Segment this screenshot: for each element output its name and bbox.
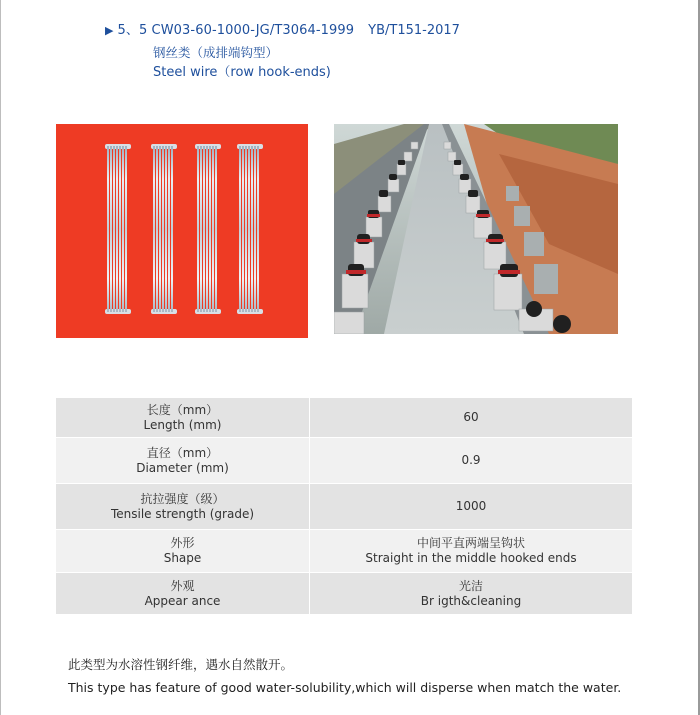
- spec-label: [56, 484, 310, 529]
- spec-value: [310, 484, 632, 529]
- spec-value-en: 60: [463, 410, 479, 424]
- spec-label: [56, 438, 310, 483]
- table-row: [56, 484, 632, 530]
- note-cn: 此类型为水溶性钢纤维，遇水自然散开。: [68, 657, 294, 672]
- product-title-cn: 钢丝类（成排端钩型）: [153, 45, 279, 60]
- table-row: [56, 438, 632, 484]
- spec-label-cn: 直径（mm）: [146, 445, 219, 460]
- spec-table: [56, 398, 632, 615]
- table-row: [56, 530, 632, 573]
- spec-value: [310, 530, 632, 572]
- product-note: [68, 656, 621, 695]
- spec-label-cn: 抗拉强度（级）: [140, 491, 225, 506]
- product-code: 5、5 CW03-60-1000-JG/T3064-1999: [117, 23, 355, 38]
- spec-value-en: 0.9: [461, 453, 481, 467]
- spec-label-cn: 长度（mm）: [146, 402, 219, 417]
- spec-label-cn: 外形: [170, 536, 195, 550]
- spec-label-en: Length (mm): [143, 417, 222, 432]
- wire-bundle-image: [238, 144, 262, 314]
- railway-scene-image: [334, 124, 618, 334]
- spec-value-cn: 光洁: [458, 578, 483, 593]
- page-border-left: [0, 0, 1, 715]
- spec-value-cn: 中间平直两端呈钩状: [416, 536, 525, 550]
- table-row: [56, 398, 632, 438]
- product-title-en: Steel wire（row hook-ends): [153, 65, 331, 80]
- spec-value: [310, 398, 632, 437]
- wire-bundle-image: [106, 144, 130, 314]
- table-row: [56, 573, 632, 615]
- spec-label-cn: 外观: [170, 578, 195, 593]
- spec-label: [56, 398, 310, 437]
- product-header: [105, 22, 460, 82]
- product-standard: YB/T151-2017: [368, 23, 460, 38]
- spec-label-en: Appear ance: [144, 593, 221, 608]
- spec-value-en: Br igth&cleaning: [420, 593, 522, 608]
- railway-sleepers-photo: [334, 124, 618, 334]
- spec-value: [310, 438, 632, 483]
- spec-label-en: Diameter (mm): [136, 460, 229, 475]
- wire-bundle-image: [196, 144, 220, 314]
- wire-bundle-image: [152, 144, 176, 314]
- product-code-line: [105, 22, 460, 40]
- spec-value-en: 1000: [455, 499, 487, 513]
- spec-label: [56, 573, 310, 614]
- spec-label: [56, 530, 310, 572]
- note-en: This type has feature of good water-solubility,which will disperse when match the water.: [68, 680, 622, 695]
- spec-value-en: Straight in the middle hooked ends: [365, 551, 577, 565]
- triangle-marker-icon: ▶: [105, 24, 114, 37]
- spec-label-en: Shape: [163, 551, 202, 565]
- spec-value: [310, 573, 632, 614]
- steel-wire-photo: [56, 124, 308, 338]
- spec-label-en: Tensile strength (grade): [110, 506, 255, 521]
